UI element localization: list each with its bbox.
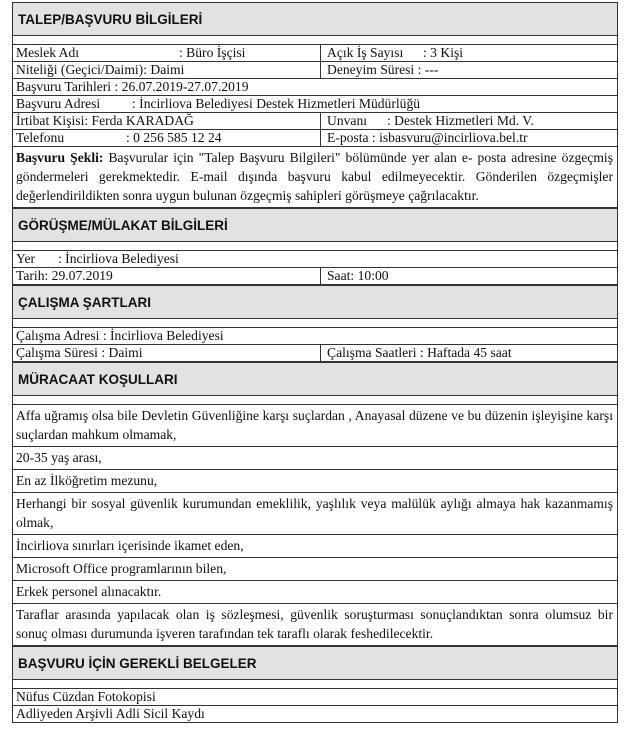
adres-cell xyxy=(13,96,617,112)
telefon-cell xyxy=(13,130,321,146)
eposta-value[interactable]: isbasvuru@incirliova.bel.tr xyxy=(379,130,528,145)
section-title-calisma: ÇALIŞMA ŞARTLARI xyxy=(13,285,617,319)
meslek-cell xyxy=(13,45,321,61)
deneyim-cell xyxy=(321,62,617,78)
calisma-adres-label: Çalışma Adresi : xyxy=(16,328,107,343)
belge-item xyxy=(13,689,617,706)
yer-label: Yer xyxy=(16,251,36,266)
unvan-value: : Destek Hizmetleri Md. V. xyxy=(387,113,534,128)
spacer xyxy=(13,242,617,251)
row-irtibat xyxy=(13,113,617,130)
unvan-cell xyxy=(321,113,617,129)
telefon-value: : 0 256 585 12 24 xyxy=(126,130,222,145)
belge-item xyxy=(13,706,617,723)
muracaat-item: 20-35 yaş arası, xyxy=(13,447,617,470)
nitelik-value: Daimi xyxy=(150,62,185,77)
section-title-talep: TALEP/BAŞVURU BİLGİLERİ xyxy=(13,2,617,36)
yer-value: : İncirliova Belediyesi xyxy=(58,251,179,266)
basvuru-sekli-paragraph xyxy=(13,147,617,208)
row-gorusme-tarih xyxy=(13,268,617,285)
belge-item-text: Adliyeden Arşivli Adli Sicil Kaydı xyxy=(16,706,205,721)
acik-cell xyxy=(321,45,617,61)
spacer xyxy=(13,319,617,328)
calisma-adres-value: İncirliova Belediyesi xyxy=(110,328,224,343)
tarih-cell xyxy=(13,79,617,95)
section-title-gorusme: GÖRÜŞME/MÜLAKAT BİLGİLERİ xyxy=(13,208,617,242)
calisma-sure-label: Çalışma Süresi : xyxy=(16,345,106,360)
belge-item-text: Nüfus Cüzdan Fotokopisi xyxy=(16,689,156,704)
nitelik-label: Niteliği (Geçici/Daimi): xyxy=(16,62,147,77)
unvan-label: Unvanı xyxy=(327,113,368,128)
muracaat-item: Affa uğramış olsa bile Devletin Güvenliğine karşı suçlardan , Anayasal düzene ve bu düzenin işleyişine karşı suçlardan mahkum olmamak, xyxy=(13,405,617,447)
deneyim-value: --- xyxy=(424,62,439,77)
acik-value: : 3 Kişi xyxy=(423,45,464,60)
muracaat-item: Taraflar arasında yapılacak olan iş sözleşmesi, güvenlik soruşturması sonuçlandıktan sonra olumsuz bir sonuç olması durumunda işveren tarafından tek taraflı olarak feshedilecektir. xyxy=(13,604,617,646)
saat-label: Saat: xyxy=(327,268,355,283)
basvuru-sekli-label: Başvuru Şekli: xyxy=(16,150,104,165)
calisma-sure-cell xyxy=(13,345,321,361)
muracaat-item: İncirliova sınırları içerisinde ikamet eden, xyxy=(13,535,617,558)
muracaat-item: Herhangi bir sosyal güvenlik kurumundan emeklilik, yaşlılık veya malülük aylığı almaya hak kazanmamış olmak, xyxy=(13,493,617,535)
basvuru-adres-label: Başvuru Adresi xyxy=(16,96,101,111)
row-meslek xyxy=(13,45,617,62)
muracaat-item: En az İlköğretim mezunu, xyxy=(13,470,617,493)
basvuru-tarih-value: 26.07.2019-27.07.2019 xyxy=(121,79,249,94)
telefon-label: Telefonu xyxy=(16,130,65,145)
eposta-label: E-posta : xyxy=(327,130,376,145)
calisma-adres-cell xyxy=(13,328,617,344)
basvuru-sekli-text: Başvurular için "Talep Başvuru Bilgileri" bölümünde yer alan e- posta adresine özgeçmiş göndermeleri gerekmektedir. E-mail dışında başvuru kabul edilmeyecektir. Gönderilen özgeçmişler değerlendirildikten sonra uygun bulunan özgeçmiş sahipleri görüşmeye çağrılacaktır. xyxy=(16,150,613,203)
gorusme-tarih-cell xyxy=(13,268,321,284)
section-title-belgeler: BAŞVURU İÇİN GEREKLİ BELGELER xyxy=(13,646,617,680)
saat-cell xyxy=(321,268,617,284)
meslek-value: : Büro İşçisi xyxy=(179,45,246,60)
row-nitelik xyxy=(13,62,617,79)
basvuru-adres-value: : İncirliova Belediyesi Destek Hizmetleri Müdürlüğü xyxy=(132,96,421,111)
deneyim-label: Deneyim Süresi : xyxy=(327,62,422,77)
yer-cell xyxy=(13,251,617,267)
calisma-sure-value: Daimi xyxy=(108,345,143,360)
section-title-muracaat: MÜRACAAT KOŞULLARI xyxy=(13,362,617,396)
row-calisma-adres xyxy=(13,328,617,345)
spacer xyxy=(13,36,617,45)
irtibat-cell xyxy=(13,113,321,129)
eposta-cell xyxy=(321,130,617,146)
row-calisma-sure xyxy=(13,345,617,362)
saat-value: 10:00 xyxy=(357,268,389,283)
gorusme-tarih-value: 29.07.2019 xyxy=(51,268,113,283)
spacer xyxy=(13,680,617,689)
irtibat-label: İrtibat Kişisi: xyxy=(16,113,89,128)
calisma-saat-value: Haftada 45 saat xyxy=(427,345,512,360)
muracaat-item: Microsoft Office programlarının bilen, xyxy=(13,558,617,581)
calisma-saat-label: Çalışma Saatleri : xyxy=(327,345,424,360)
meslek-label: Meslek Adı xyxy=(16,45,80,60)
basvuru-tarih-label: Başvuru Tarihleri : xyxy=(16,79,119,94)
row-adres xyxy=(13,96,617,113)
nitelik-cell xyxy=(13,62,321,78)
job-posting-document xyxy=(12,2,618,723)
spacer xyxy=(13,396,617,405)
row-yer xyxy=(13,251,617,268)
acik-label: Açık İş Sayısı xyxy=(327,45,404,60)
gorusme-tarih-label: Tarih: xyxy=(16,268,49,283)
calisma-saat-cell xyxy=(321,345,617,361)
muracaat-item: Erkek personel alınacaktır. xyxy=(13,581,617,604)
row-telefon xyxy=(13,130,617,147)
row-tarih xyxy=(13,79,617,96)
irtibat-value: Ferda KARADAĞ xyxy=(91,113,194,128)
